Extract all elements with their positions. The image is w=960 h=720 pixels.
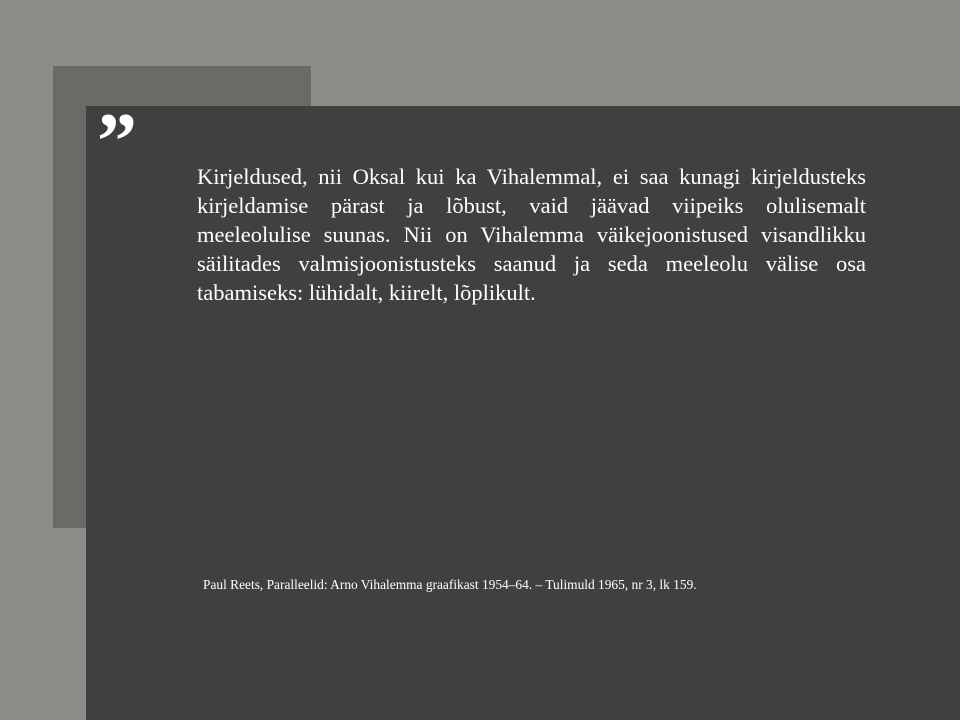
quote-citation: Paul Reets, Paralleelid: Arno Vihalemma graafikast 1954–64. – Tulimuld 1965, nr 3, lk 159. [203, 577, 697, 592]
quote-text: Kirjeldused, nii Oksal kui ka Vihalemmal, ei saa kunagi kirjeldusteks kirjeldamise pärast ja lõbust, vaid jäävad viipeiks olulisemalt meeleolulise suunas. Nii on Vihalemma väikejoonistused visandlikku säilitades valmisjoonistusteks saanud ja seda meeleolu välise osa tabamiseks: lühidalt, kiirelt, lõplikult. [197, 164, 866, 305]
quotation-mark-icon: ” [97, 98, 137, 186]
